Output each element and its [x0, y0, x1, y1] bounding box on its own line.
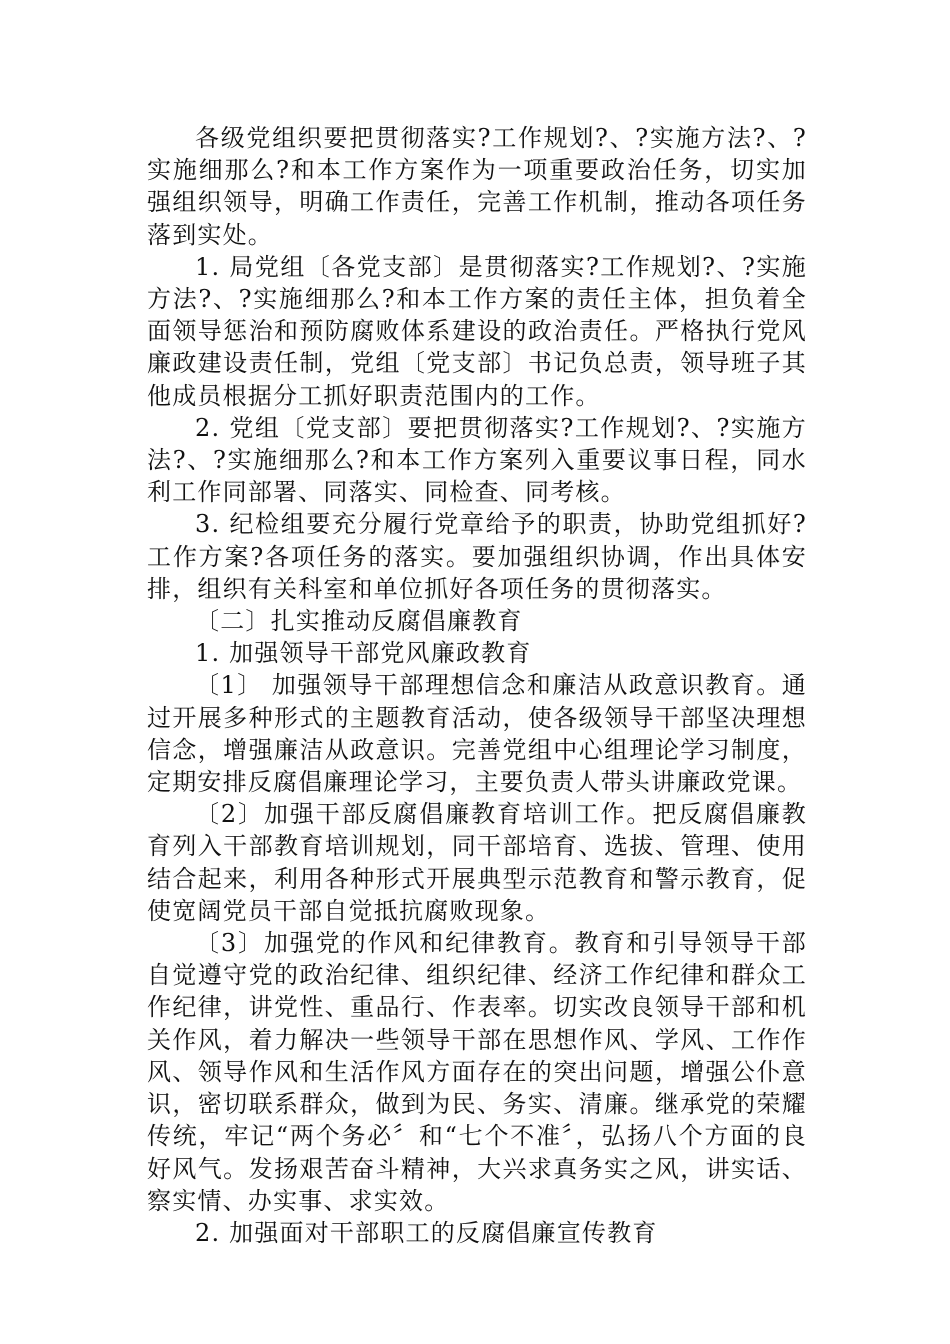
paragraph-item-3-discipline-group: 3. 纪检组要充分履行党章给予的职责，协助党组抓好?工作方案?各项任务的落实。要加强组织协调，作出具体安排，组织有关科室和单位抓好各项任务的贯彻落实。 [147, 510, 807, 603]
paragraph-sub-3-style-discipline: 〔3〕加强党的作风和纪律教育。教育和引导领导干部自觉遵守党的政治纪律、组织纪律、经济工作纪律和群众工作纪律，讲党性、重品行、作表率。切实改良领导干部和机关作风，着力解决一些领导干部在思想作风、学风、工作作风、领导作风和生活作风方面存在的突出问题，增强公仆意识，密切联系群众，做到为民、务实、清廉。继承党的荣耀传统，牢记“两个务必〞和“七个不准〞，弘扬八个方面的良好风气。发扬艰苦奋斗精神，大兴求真务实之风，讲实话、察实情、办实事、求实效。 [147, 929, 807, 1215]
paragraph-item-2-agenda: 2. 党组〔党支部〕要把贯彻落实?工作规划?、?实施方法?、?实施细那么?和本工作方案列入重要议事日程，同水利工作同部署、同落实、同检查、同考核。 [147, 413, 807, 507]
subsection-heading-leader-education: 1. 加强领导干部党风廉政教育 [195, 639, 532, 668]
paragraph-implementation-intro: 各级党组织要把贯彻落实?工作规划?、?实施方法?、?实施细那么?和本工作方案作为一项重要政治任务，切实加强组织领导，明确工作责任，完善工作机制，推动各项任务落到实处。 [147, 124, 807, 249]
paragraph-sub-1-ideals: 〔1〕 加强领导干部理想信念和廉洁从政意识教育。通过开展多种形式的主题教育活动，使各级领导干部坚决理想信念，增强廉洁从政意识。完善党组中心组理论学习制度，定期安排反腐倡廉理论学习，主要负责人带头讲廉政党课。 [147, 671, 807, 797]
paragraph-item-1-party-group: 1. 局党组〔各党支部〕是贯彻落实?工作规划?、?实施方法?、?实施细那么?和本工作方案的责任主体，担负着全面领导惩治和预防腐败体系建设的政治责任。严格执行党风廉政建设责任制，党组〔党支部〕书记负总责，领导班子其他成员根据分工抓好职责范围内的工作。 [147, 252, 807, 410]
document-page [147, 122, 807, 1249]
paragraph-sub-2-training: 〔2〕加强干部反腐倡廉教育培训工作。把反腐倡廉教育列入干部教育培训规划，同干部培育、选拔、管理、使用结合起来，利用各种形式开展典型示范教育和警示教育，促使宽阔党员干部自觉抵抗腐败现象。 [147, 800, 807, 925]
subsection-heading-staff-education: 2. 加强面对干部职工的反腐倡廉宣传教育 [195, 1218, 658, 1247]
section-heading-education: 〔二〕扎实推动反腐倡廉教育 [195, 607, 523, 636]
